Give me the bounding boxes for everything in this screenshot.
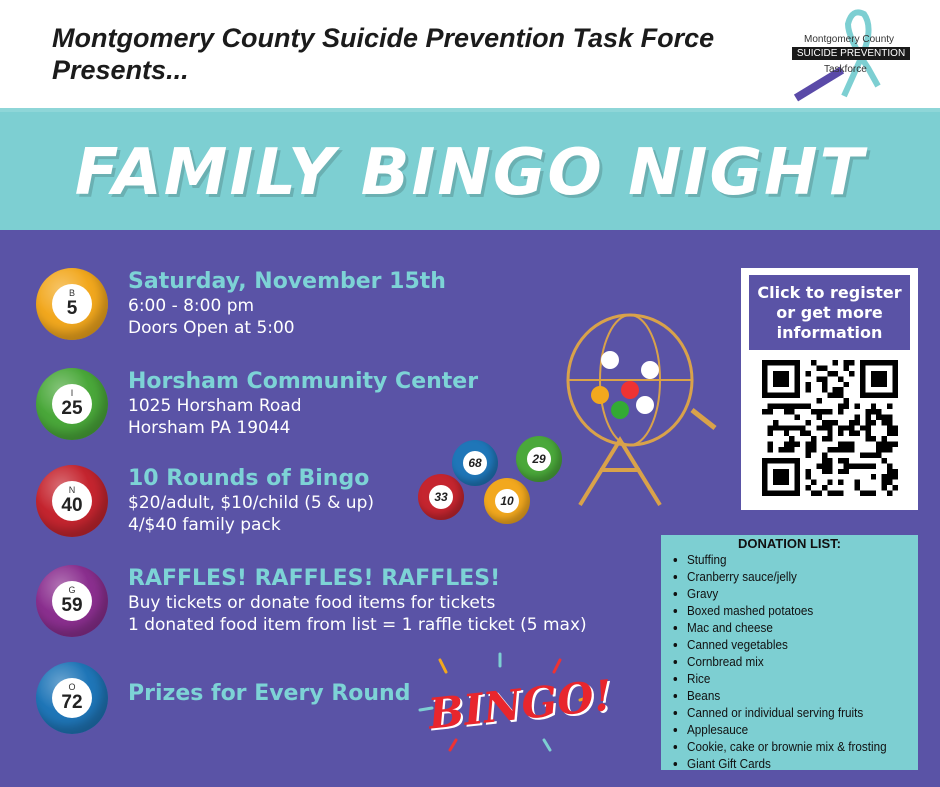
small-bingo-ball: 29 — [516, 436, 562, 482]
ball-letter: G — [68, 585, 76, 595]
event-detail — [128, 465, 374, 536]
donation-item: • Cornbread mix — [687, 653, 895, 670]
detail-heading: 10 Rounds of Bingo — [128, 466, 370, 491]
title-band — [0, 108, 940, 230]
detail-line: $20/adult, $10/child (5 & up) — [128, 493, 375, 513]
detail-heading: RAFFLES! RAFFLES! RAFFLES! — [128, 566, 501, 591]
event-detail — [128, 680, 410, 707]
donation-item: • Cranberry sauce/jelly — [687, 568, 895, 585]
donation-item: • Boxed mashed potatoes — [687, 602, 895, 619]
ball-number: 59 — [61, 595, 83, 616]
bingo-ball-i — [36, 368, 108, 440]
event-detail — [128, 368, 478, 439]
detail-line: 1 donated food item from list = 1 raffle ticket (5 max) — [128, 615, 587, 635]
ball-number: 72 — [61, 692, 83, 713]
small-bingo-ball: 10 — [484, 478, 530, 524]
qr-code[interactable] — [762, 360, 898, 496]
small-bingo-ball: 33 — [418, 474, 464, 520]
donation-item: • Beans — [687, 687, 895, 704]
event-detail — [128, 268, 446, 339]
donation-item: • Gravy — [687, 585, 895, 602]
donation-item: • Stuffing — [687, 551, 895, 568]
detail-heading: Horsham Community Center — [128, 369, 479, 394]
detail-line: Horsham PA 19044 — [128, 418, 291, 438]
ball-number: 5 — [66, 298, 78, 319]
ball-number: 40 — [61, 495, 83, 516]
bingo-ball-b — [36, 268, 108, 340]
donation-title: DONATION LIST: — [737, 536, 842, 551]
bingo-cage-illustration — [560, 300, 720, 510]
ball-letter: O — [68, 682, 76, 692]
detail-heading: Saturday, November 15th — [128, 269, 446, 294]
logo-line3: Taskforce — [824, 64, 867, 75]
bingo-ball-n — [36, 465, 108, 537]
donation-item: • Giant Gift Cards — [687, 755, 895, 772]
donation-item: • Applesauce — [687, 721, 895, 738]
logo-line2: SUICIDE PREVENTION — [792, 47, 910, 60]
register-link-text[interactable]: Click to register or get more information — [749, 275, 910, 350]
bingo-word-art: BINGO! — [425, 670, 615, 739]
logo-line1: Montgomery County — [804, 34, 895, 45]
bingo-graphic — [410, 650, 615, 760]
ball-letter: I — [70, 388, 74, 398]
detail-heading: Prizes for Every Round — [128, 681, 411, 706]
ball-number: 25 — [61, 398, 83, 419]
event-title: FAMILY BINGO NIGHT — [74, 136, 866, 210]
header — [0, 0, 940, 108]
donation-item: • Mac and cheese — [687, 619, 895, 636]
detail-line: Buy tickets or donate food items for tickets — [128, 593, 496, 613]
detail-line: 4/$40 family pack — [128, 515, 281, 535]
detail-line: 6:00 - 8:00 pm — [128, 296, 255, 316]
donation-item: • Cookie, cake or brownie mix & frosting — [687, 738, 895, 755]
task-force-logo — [782, 8, 922, 103]
detail-line: 1025 Horsham Road — [128, 396, 302, 416]
event-detail — [128, 565, 587, 636]
small-bingo-ball: 68 — [452, 440, 498, 486]
detail-line: Doors Open at 5:00 — [128, 318, 295, 338]
donation-list — [661, 535, 918, 770]
ball-letter: N — [68, 485, 76, 495]
donation-item: • Canned vegetables — [687, 636, 895, 653]
presenter-text: Montgomery County Suicide Prevention Task Force Presents... — [52, 23, 715, 85]
bingo-ball-g — [36, 565, 108, 637]
bingo-ball-o — [36, 662, 108, 734]
donation-item: • Rice — [687, 670, 895, 687]
register-qr-card[interactable] — [741, 268, 918, 510]
ball-letter: B — [68, 288, 75, 298]
donation-item: • Canned or individual serving fruits — [687, 704, 895, 721]
